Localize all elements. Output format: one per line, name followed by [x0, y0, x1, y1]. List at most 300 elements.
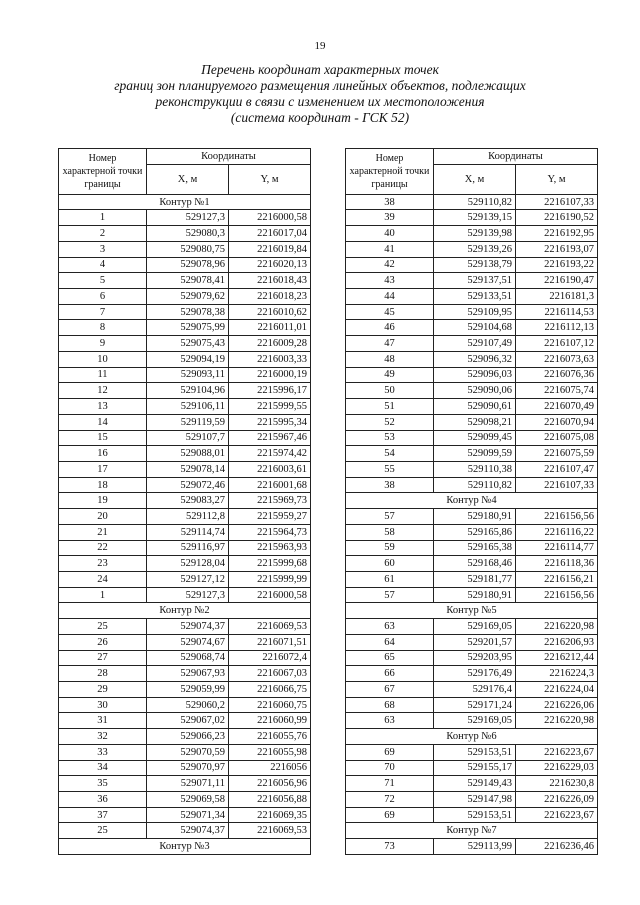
table-row — [59, 226, 311, 242]
point-number-cell: 21 — [59, 524, 147, 540]
point-number-cell: 63 — [346, 619, 434, 635]
y-coordinate-cell: 2216156,21 — [516, 571, 598, 587]
point-number-cell: 31 — [59, 713, 147, 729]
table-row — [346, 839, 598, 855]
y-coordinate-cell: 2215974,42 — [229, 446, 311, 462]
contour-label: Контур №7 — [346, 823, 598, 839]
y-coordinate-cell: 2216229,03 — [516, 760, 598, 776]
x-coordinate-cell: 529153,51 — [434, 807, 516, 823]
contour-label: Контур №4 — [346, 493, 598, 509]
table-row — [346, 351, 598, 367]
y-coordinate-cell: 2216226,06 — [516, 697, 598, 713]
x-coordinate-cell: 529069,58 — [147, 792, 229, 808]
point-number-cell: 41 — [346, 241, 434, 257]
point-number-cell: 71 — [346, 776, 434, 792]
point-number-cell: 37 — [59, 807, 147, 823]
point-number-cell: 69 — [346, 807, 434, 823]
table-row — [59, 320, 311, 336]
point-number-cell: 30 — [59, 697, 147, 713]
y-coordinate-cell: 2215959,27 — [229, 509, 311, 525]
y-coordinate-cell: 2216018,23 — [229, 289, 311, 305]
x-coordinate-cell: 529169,05 — [434, 619, 516, 635]
y-coordinate-cell: 2216069,53 — [229, 823, 311, 839]
table-row — [59, 650, 311, 666]
table-row — [59, 241, 311, 257]
x-coordinate-cell: 529090,06 — [434, 383, 516, 399]
point-number-cell: 32 — [59, 729, 147, 745]
point-number-cell: 40 — [346, 226, 434, 242]
point-number-cell: 38 — [346, 477, 434, 493]
point-number-cell: 34 — [59, 760, 147, 776]
x-coordinate-cell: 529083,27 — [147, 493, 229, 509]
table-row — [346, 509, 598, 525]
table-row — [346, 383, 598, 399]
point-number-cell: 70 — [346, 760, 434, 776]
x-coordinate-cell: 529165,38 — [434, 540, 516, 556]
table-row — [59, 461, 311, 477]
header-x: X, м — [147, 164, 229, 194]
table-row — [346, 682, 598, 698]
x-coordinate-cell: 529107,7 — [147, 430, 229, 446]
y-coordinate-cell: 2216056,96 — [229, 776, 311, 792]
y-coordinate-cell: 2215999,55 — [229, 399, 311, 415]
point-number-cell: 45 — [346, 304, 434, 320]
point-number-cell: 39 — [346, 210, 434, 226]
y-coordinate-cell: 2216190,52 — [516, 210, 598, 226]
point-number-cell: 11 — [59, 367, 147, 383]
y-coordinate-cell: 2216072,4 — [229, 650, 311, 666]
table-row — [346, 556, 598, 572]
table-row — [346, 619, 598, 635]
y-coordinate-cell: 2216224,3 — [516, 666, 598, 682]
x-coordinate-cell: 529147,98 — [434, 792, 516, 808]
x-coordinate-cell: 529110,82 — [434, 477, 516, 493]
x-coordinate-cell: 529107,49 — [434, 336, 516, 352]
point-number-cell: 69 — [346, 744, 434, 760]
table-row — [346, 744, 598, 760]
y-coordinate-cell: 2216017,04 — [229, 226, 311, 242]
point-number-cell: 6 — [59, 289, 147, 305]
point-number-cell: 38 — [346, 194, 434, 210]
point-number-cell: 3 — [59, 241, 147, 257]
x-coordinate-cell: 529090,61 — [434, 399, 516, 415]
y-coordinate-cell: 2216001,68 — [229, 477, 311, 493]
x-coordinate-cell: 529119,59 — [147, 414, 229, 430]
x-coordinate-cell: 529128,04 — [147, 556, 229, 572]
point-number-cell: 73 — [346, 839, 434, 855]
table-row — [59, 556, 311, 572]
y-coordinate-cell: 2216009,28 — [229, 336, 311, 352]
x-coordinate-cell: 529110,82 — [434, 194, 516, 210]
x-coordinate-cell: 529071,34 — [147, 807, 229, 823]
contour-header-row — [346, 603, 598, 619]
y-coordinate-cell: 2216116,22 — [516, 524, 598, 540]
table-row — [346, 776, 598, 792]
y-coordinate-cell: 2216018,43 — [229, 273, 311, 289]
x-coordinate-cell: 529139,15 — [434, 210, 516, 226]
x-coordinate-cell: 529094,19 — [147, 351, 229, 367]
y-coordinate-cell: 2216070,94 — [516, 414, 598, 430]
y-coordinate-cell: 2216075,74 — [516, 383, 598, 399]
point-number-cell: 59 — [346, 540, 434, 556]
point-number-cell: 53 — [346, 430, 434, 446]
y-coordinate-cell: 2216156,56 — [516, 587, 598, 603]
x-coordinate-cell: 529114,74 — [147, 524, 229, 540]
point-number-cell: 66 — [346, 666, 434, 682]
x-coordinate-cell: 529169,05 — [434, 713, 516, 729]
x-coordinate-cell: 529203,95 — [434, 650, 516, 666]
table-row — [346, 446, 598, 462]
table-row — [59, 713, 311, 729]
table-row — [59, 571, 311, 587]
point-number-cell: 12 — [59, 383, 147, 399]
point-number-cell: 64 — [346, 634, 434, 650]
title-line-3: реконструкции в связи с изменением их местоположения — [155, 94, 485, 109]
point-number-cell: 43 — [346, 273, 434, 289]
y-coordinate-cell: 2216003,33 — [229, 351, 311, 367]
table-row — [346, 399, 598, 415]
y-coordinate-cell: 2215996,17 — [229, 383, 311, 399]
x-coordinate-cell: 529110,38 — [434, 461, 516, 477]
x-coordinate-cell: 529079,62 — [147, 289, 229, 305]
y-coordinate-cell: 2215999,99 — [229, 571, 311, 587]
title-line-2: границ зон планируемого размещения линейных объектов, подлежащих — [114, 78, 526, 93]
point-number-cell: 65 — [346, 650, 434, 666]
x-coordinate-cell: 529072,46 — [147, 477, 229, 493]
point-number-cell: 2 — [59, 226, 147, 242]
contour-header-row — [59, 839, 311, 855]
table-row — [59, 257, 311, 273]
point-number-cell: 47 — [346, 336, 434, 352]
point-number-cell: 44 — [346, 289, 434, 305]
table-row — [59, 446, 311, 462]
y-coordinate-cell: 2216075,59 — [516, 446, 598, 462]
x-coordinate-cell: 529176,4 — [434, 682, 516, 698]
table-row — [59, 273, 311, 289]
y-coordinate-cell: 2216118,36 — [516, 556, 598, 572]
contour-label: Контур №5 — [346, 603, 598, 619]
x-coordinate-cell: 529201,57 — [434, 634, 516, 650]
contour-label: Контур №2 — [59, 603, 311, 619]
table-row — [346, 697, 598, 713]
y-coordinate-cell: 2215969,73 — [229, 493, 311, 509]
coordinates-table-right — [345, 148, 598, 855]
point-number-cell: 54 — [346, 446, 434, 462]
x-coordinate-cell: 529078,14 — [147, 461, 229, 477]
point-number-cell: 22 — [59, 540, 147, 556]
table-row — [59, 383, 311, 399]
y-coordinate-cell: 2216056 — [229, 760, 311, 776]
x-coordinate-cell: 529080,3 — [147, 226, 229, 242]
point-number-cell: 61 — [346, 571, 434, 587]
point-number-cell: 4 — [59, 257, 147, 273]
point-number-cell: 48 — [346, 351, 434, 367]
x-coordinate-cell: 529127,3 — [147, 210, 229, 226]
x-coordinate-cell: 529180,91 — [434, 509, 516, 525]
x-coordinate-cell: 529098,21 — [434, 414, 516, 430]
header-point-number: Номер характерной точки границы — [59, 149, 147, 195]
point-number-cell: 14 — [59, 414, 147, 430]
point-number-cell: 63 — [346, 713, 434, 729]
table-row — [59, 351, 311, 367]
y-coordinate-cell: 2216192,95 — [516, 226, 598, 242]
contour-header-row — [346, 729, 598, 745]
x-coordinate-cell: 529176,49 — [434, 666, 516, 682]
table-row — [59, 697, 311, 713]
x-coordinate-cell: 529078,38 — [147, 304, 229, 320]
x-coordinate-cell: 529139,26 — [434, 241, 516, 257]
x-coordinate-cell: 529059,99 — [147, 682, 229, 698]
point-number-cell: 50 — [346, 383, 434, 399]
point-number-cell: 19 — [59, 493, 147, 509]
y-coordinate-cell: 2216060,75 — [229, 697, 311, 713]
table-row — [346, 430, 598, 446]
x-coordinate-cell: 529106,11 — [147, 399, 229, 415]
x-coordinate-cell: 529127,12 — [147, 571, 229, 587]
y-coordinate-cell: 2216070,49 — [516, 399, 598, 415]
table-row — [59, 210, 311, 226]
y-coordinate-cell: 2216190,47 — [516, 273, 598, 289]
table-row — [59, 493, 311, 509]
contour-header-row — [59, 603, 311, 619]
y-coordinate-cell: 2216223,67 — [516, 807, 598, 823]
x-coordinate-cell: 529139,98 — [434, 226, 516, 242]
x-coordinate-cell: 529070,97 — [147, 760, 229, 776]
y-coordinate-cell: 2216181,3 — [516, 289, 598, 305]
y-coordinate-cell: 2215967,46 — [229, 430, 311, 446]
point-number-cell: 29 — [59, 682, 147, 698]
y-coordinate-cell: 2216220,98 — [516, 619, 598, 635]
point-number-cell: 68 — [346, 697, 434, 713]
point-number-cell: 5 — [59, 273, 147, 289]
table-row — [346, 571, 598, 587]
point-number-cell: 28 — [59, 666, 147, 682]
point-number-cell: 27 — [59, 650, 147, 666]
point-number-cell: 33 — [59, 744, 147, 760]
coordinates-table-left — [58, 148, 311, 855]
x-coordinate-cell: 529153,51 — [434, 744, 516, 760]
y-coordinate-cell: 2216071,51 — [229, 634, 311, 650]
header-y: Y, м — [516, 164, 598, 194]
y-coordinate-cell: 2216114,53 — [516, 304, 598, 320]
table-row — [346, 477, 598, 493]
table-row — [59, 760, 311, 776]
table-row — [59, 792, 311, 808]
point-number-cell: 18 — [59, 477, 147, 493]
x-coordinate-cell: 529071,11 — [147, 776, 229, 792]
x-coordinate-cell: 529074,67 — [147, 634, 229, 650]
y-coordinate-cell: 2216220,98 — [516, 713, 598, 729]
x-coordinate-cell: 529068,74 — [147, 650, 229, 666]
table-row — [59, 729, 311, 745]
y-coordinate-cell: 2216000,58 — [229, 210, 311, 226]
point-number-cell: 51 — [346, 399, 434, 415]
header-coordinates: Координаты — [434, 149, 598, 165]
point-number-cell: 1 — [59, 210, 147, 226]
x-coordinate-cell: 529104,68 — [434, 320, 516, 336]
table-row — [59, 289, 311, 305]
table-row — [59, 367, 311, 383]
x-coordinate-cell: 529060,2 — [147, 697, 229, 713]
table-row — [346, 210, 598, 226]
point-number-cell: 52 — [346, 414, 434, 430]
x-coordinate-cell: 529070,59 — [147, 744, 229, 760]
y-coordinate-cell: 2215964,73 — [229, 524, 311, 540]
x-coordinate-cell: 529165,86 — [434, 524, 516, 540]
table-body-left — [59, 194, 311, 854]
table-row — [346, 273, 598, 289]
header-x: X, м — [434, 164, 516, 194]
y-coordinate-cell: 2216055,98 — [229, 744, 311, 760]
x-coordinate-cell: 529074,37 — [147, 823, 229, 839]
y-coordinate-cell: 2216212,44 — [516, 650, 598, 666]
point-number-cell: 57 — [346, 509, 434, 525]
table-row — [346, 587, 598, 603]
table-row — [346, 666, 598, 682]
header-coordinates: Координаты — [147, 149, 311, 165]
contour-label: Контур №6 — [346, 729, 598, 745]
x-coordinate-cell: 529113,99 — [434, 839, 516, 855]
y-coordinate-cell: 2216010,62 — [229, 304, 311, 320]
document-title — [0, 62, 640, 126]
point-number-cell: 26 — [59, 634, 147, 650]
point-number-cell: 23 — [59, 556, 147, 572]
x-coordinate-cell: 529078,96 — [147, 257, 229, 273]
x-coordinate-cell: 529099,59 — [434, 446, 516, 462]
point-number-cell: 60 — [346, 556, 434, 572]
point-number-cell: 10 — [59, 351, 147, 367]
y-coordinate-cell: 2216114,77 — [516, 540, 598, 556]
x-coordinate-cell: 529093,11 — [147, 367, 229, 383]
y-coordinate-cell: 2216156,56 — [516, 509, 598, 525]
x-coordinate-cell: 529067,93 — [147, 666, 229, 682]
y-coordinate-cell: 2216076,36 — [516, 367, 598, 383]
table-row — [59, 666, 311, 682]
y-coordinate-cell: 2215995,34 — [229, 414, 311, 430]
x-coordinate-cell: 529066,23 — [147, 729, 229, 745]
x-coordinate-cell: 529096,32 — [434, 351, 516, 367]
table-body-right — [346, 194, 598, 854]
contour-header-row — [346, 493, 598, 509]
point-number-cell: 42 — [346, 257, 434, 273]
x-coordinate-cell: 529168,46 — [434, 556, 516, 572]
y-coordinate-cell: 2216067,03 — [229, 666, 311, 682]
x-coordinate-cell: 529137,51 — [434, 273, 516, 289]
y-coordinate-cell: 2216112,13 — [516, 320, 598, 336]
contour-header-row — [346, 823, 598, 839]
x-coordinate-cell: 529080,75 — [147, 241, 229, 257]
point-number-cell: 24 — [59, 571, 147, 587]
point-number-cell: 1 — [59, 587, 147, 603]
table-row — [59, 776, 311, 792]
y-coordinate-cell: 2216019,84 — [229, 241, 311, 257]
table-row — [59, 619, 311, 635]
x-coordinate-cell: 529096,03 — [434, 367, 516, 383]
contour-label: Контур №3 — [59, 839, 311, 855]
x-coordinate-cell: 529104,96 — [147, 383, 229, 399]
y-coordinate-cell: 2216056,88 — [229, 792, 311, 808]
table-row — [346, 241, 598, 257]
table-row — [346, 257, 598, 273]
x-coordinate-cell: 529180,91 — [434, 587, 516, 603]
x-coordinate-cell: 529138,79 — [434, 257, 516, 273]
table-row — [346, 760, 598, 776]
x-coordinate-cell: 529078,41 — [147, 273, 229, 289]
y-coordinate-cell: 2216003,61 — [229, 461, 311, 477]
y-coordinate-cell: 2216107,12 — [516, 336, 598, 352]
x-coordinate-cell: 529099,45 — [434, 430, 516, 446]
table-row — [59, 634, 311, 650]
y-coordinate-cell: 2216223,67 — [516, 744, 598, 760]
y-coordinate-cell: 2216224,04 — [516, 682, 598, 698]
contour-header-row — [59, 194, 311, 210]
y-coordinate-cell: 2216107,47 — [516, 461, 598, 477]
y-coordinate-cell: 2216230,8 — [516, 776, 598, 792]
table-row — [59, 430, 311, 446]
y-coordinate-cell: 2216066,75 — [229, 682, 311, 698]
x-coordinate-cell: 529109,95 — [434, 304, 516, 320]
table-row — [346, 414, 598, 430]
table-row — [346, 336, 598, 352]
table-row — [59, 823, 311, 839]
table-row — [346, 194, 598, 210]
contour-label: Контур №1 — [59, 194, 311, 210]
table-row — [59, 744, 311, 760]
y-coordinate-cell: 2216020,13 — [229, 257, 311, 273]
point-number-cell: 7 — [59, 304, 147, 320]
x-coordinate-cell: 529133,51 — [434, 289, 516, 305]
point-number-cell: 25 — [59, 619, 147, 635]
point-number-cell: 35 — [59, 776, 147, 792]
y-coordinate-cell: 2216193,07 — [516, 241, 598, 257]
x-coordinate-cell: 529067,02 — [147, 713, 229, 729]
x-coordinate-cell: 529074,37 — [147, 619, 229, 635]
table-row — [59, 587, 311, 603]
point-number-cell: 36 — [59, 792, 147, 808]
y-coordinate-cell: 2216055,76 — [229, 729, 311, 745]
y-coordinate-cell: 2216069,35 — [229, 807, 311, 823]
table-row — [346, 650, 598, 666]
title-line-1: Перечень координат характерных точек — [201, 62, 439, 77]
y-coordinate-cell: 2216193,22 — [516, 257, 598, 273]
y-coordinate-cell: 2216206,93 — [516, 634, 598, 650]
table-row — [59, 540, 311, 556]
y-coordinate-cell: 2216060,99 — [229, 713, 311, 729]
x-coordinate-cell: 529127,3 — [147, 587, 229, 603]
table-row — [59, 509, 311, 525]
x-coordinate-cell: 529171,24 — [434, 697, 516, 713]
table-row — [59, 807, 311, 823]
y-coordinate-cell: 2216011,01 — [229, 320, 311, 336]
x-coordinate-cell: 529181,77 — [434, 571, 516, 587]
point-number-cell: 13 — [59, 399, 147, 415]
table-row — [346, 634, 598, 650]
y-coordinate-cell: 2216107,33 — [516, 194, 598, 210]
point-number-cell: 46 — [346, 320, 434, 336]
y-coordinate-cell: 2216236,46 — [516, 839, 598, 855]
y-coordinate-cell: 2216075,08 — [516, 430, 598, 446]
table-row — [346, 320, 598, 336]
point-number-cell: 25 — [59, 823, 147, 839]
point-number-cell: 16 — [59, 446, 147, 462]
x-coordinate-cell: 529075,43 — [147, 336, 229, 352]
point-number-cell: 15 — [59, 430, 147, 446]
table-row — [346, 713, 598, 729]
point-number-cell: 72 — [346, 792, 434, 808]
page-number: 19 — [314, 40, 326, 52]
header-point-number: Номер характерной точки границы — [346, 149, 434, 195]
x-coordinate-cell: 529088,01 — [147, 446, 229, 462]
